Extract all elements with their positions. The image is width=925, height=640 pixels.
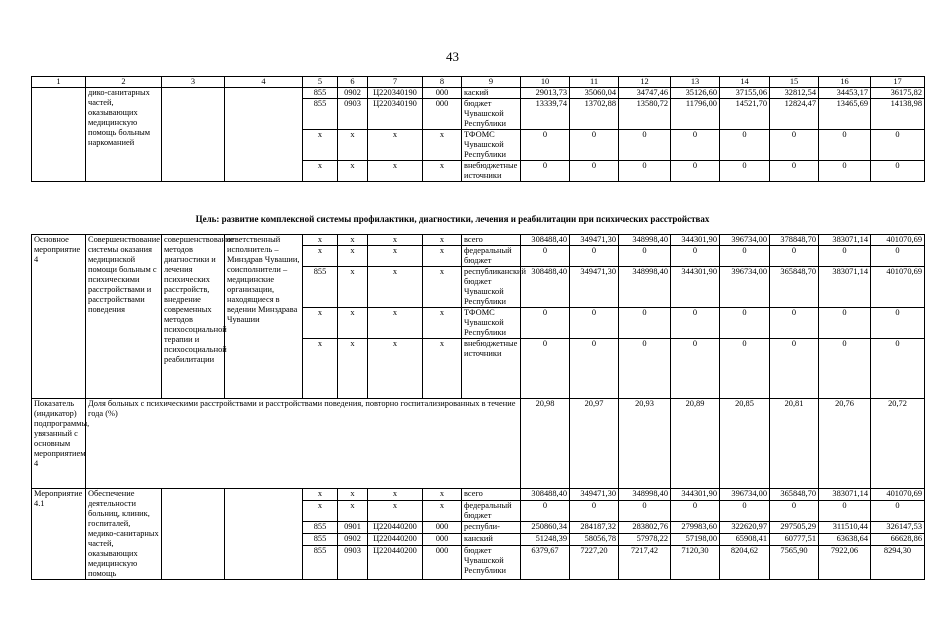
table-cell: 7217,42 [619, 546, 671, 580]
table-cell: x [368, 501, 423, 522]
table-cell: 8204,62 [720, 546, 770, 580]
table-cell: 0 [770, 161, 819, 182]
header-cell: 2 [86, 77, 162, 88]
table-cell: 378848,70 [770, 235, 819, 246]
page-number: 43 [446, 49, 459, 64]
table-cell: 0 [619, 246, 671, 267]
table-cell: 13339,74 [521, 99, 570, 130]
table-cell: 0901 [338, 522, 368, 534]
indicator-label: Показатель (индикатор) подпрограммы, увязанный с основным мероприятием 4 [32, 399, 86, 489]
table-cell: 284187,32 [570, 522, 619, 534]
table-cell: 0 [619, 501, 671, 522]
header-cell: 10 [521, 77, 570, 88]
event-4-1-title: Обеспечение деятельности больниц, клиник, госпиталей, медико-санитарных частей, оказывающих медицинскую помощь [86, 489, 162, 580]
table-cell: 344301,90 [671, 267, 720, 308]
table-cell: 396734,00 [720, 267, 770, 308]
table-cell: 0 [619, 161, 671, 182]
table-cell: 349471,30 [570, 489, 619, 501]
table-cell: 396734,00 [720, 235, 770, 246]
table-cell: республи- [462, 522, 521, 534]
table-cell: внебюджетные источники [462, 339, 521, 399]
table-cell: 855 [303, 546, 338, 580]
table-cell: 0 [570, 246, 619, 267]
header-cell: 6 [338, 77, 368, 88]
table-cell: 0902 [338, 88, 368, 99]
table-cell: 0 [671, 501, 720, 522]
table-cell: 20,81 [770, 399, 819, 489]
table-cell: 855 [303, 99, 338, 130]
table-cell: Ц220440200 [368, 546, 423, 580]
table-cell: 58056,78 [570, 534, 619, 546]
budget-table-main [31, 234, 925, 580]
table-cell: 29013,73 [521, 88, 570, 99]
header-cell: 15 [770, 77, 819, 88]
table-cell: 308488,40 [521, 489, 570, 501]
table-cell: 0 [521, 339, 570, 399]
table-cell: всего [462, 489, 521, 501]
table-cell: 326147,53 [871, 522, 925, 534]
table-cell: x [368, 489, 423, 501]
table-cell: x [368, 267, 423, 308]
table-cell: x [338, 235, 368, 246]
table-cell: 396734,00 [720, 489, 770, 501]
table-cell: 855 [303, 522, 338, 534]
table-cell: республиканский бюджет Чувашской Республики [462, 267, 521, 308]
table-cell: x [423, 161, 462, 182]
header-cell: 12 [619, 77, 671, 88]
table-cell: 401070,69 [871, 267, 925, 308]
table-cell: x [338, 130, 368, 161]
table-cell: ТФОМС Чувашской Республики [462, 308, 521, 339]
table-cell: x [338, 267, 368, 308]
table-cell: 13580,72 [619, 99, 671, 130]
table-cell: 283802,76 [619, 522, 671, 534]
table-cell: 0 [871, 130, 925, 161]
table-cell: внебюджетные источники [462, 161, 521, 182]
header-cell: 5 [303, 77, 338, 88]
table-cell: 20,93 [619, 399, 671, 489]
table-cell: 0 [720, 308, 770, 339]
table-cell: x [423, 489, 462, 501]
table-cell: 0 [619, 130, 671, 161]
table-cell: 0 [770, 246, 819, 267]
table-cell: 855 [303, 267, 338, 308]
table-cell: 348998,40 [619, 267, 671, 308]
table-cell: 6379,67 [521, 546, 570, 580]
table-cell: 0 [671, 339, 720, 399]
table-cell: 0 [770, 130, 819, 161]
table-cell: 365848,70 [770, 267, 819, 308]
header-row [32, 77, 925, 88]
table-cell: 000 [423, 522, 462, 534]
table-cell: 8294,30 [871, 546, 925, 580]
table-cell: каский [462, 88, 521, 99]
table-cell: x [423, 501, 462, 522]
header-cell: 8 [423, 77, 462, 88]
table-cell: 0 [871, 339, 925, 399]
table-cell: 0 [871, 246, 925, 267]
table-cell: Ц220340190 [368, 99, 423, 130]
table-cell: 14138,98 [871, 99, 925, 130]
table-cell: 000 [423, 99, 462, 130]
table-cell: 308488,40 [521, 267, 570, 308]
table-cell: 383071,14 [819, 235, 871, 246]
table-cell: 0 [819, 161, 871, 182]
header-cell: 9 [462, 77, 521, 88]
table-cell: Ц220440200 [368, 534, 423, 546]
table-cell: 279983,60 [671, 522, 720, 534]
table-cell: 000 [423, 546, 462, 580]
table-cell: 0 [671, 130, 720, 161]
table-cell: 0903 [338, 99, 368, 130]
table-cell: 12824,47 [770, 99, 819, 130]
table-cell: x [303, 501, 338, 522]
table-cell: 401070,69 [871, 489, 925, 501]
table-cell: 0 [770, 308, 819, 339]
table-cell: 0 [619, 339, 671, 399]
table-cell: 66628,86 [871, 534, 925, 546]
table-row [32, 489, 925, 501]
table-cell: 60777,51 [770, 534, 819, 546]
main-event-title: Совершенствование системы оказания медицинской помощи больным с психическими расстройствами и расстройствами поведения [86, 235, 162, 399]
table-cell: 0 [819, 308, 871, 339]
table-cell: 0 [819, 501, 871, 522]
table-cell: 0 [570, 130, 619, 161]
table-cell: 0 [619, 308, 671, 339]
table-cell: 0 [819, 339, 871, 399]
responsible-executor: ответственный исполнитель – Минздрав Чувашии, соисполнители – медицинские организации, находящиеся в ведении Минздрава Чувашии [225, 235, 303, 399]
table-cell: 0 [521, 161, 570, 182]
main-event-label: Основное мероприятие 4 [32, 235, 86, 399]
table-cell: x [303, 246, 338, 267]
table-cell: 7120,30 [671, 546, 720, 580]
indicator-row [32, 399, 925, 489]
table-cell: 7227,20 [570, 546, 619, 580]
table-cell: 20,72 [871, 399, 925, 489]
table-cell: 348998,40 [619, 235, 671, 246]
table-cell: x [423, 339, 462, 399]
table-cell: 344301,90 [671, 235, 720, 246]
header-cell: 4 [225, 77, 303, 88]
table-cell: федеральный бюджет [462, 246, 521, 267]
table-cell: 34747,46 [619, 88, 671, 99]
budget-table-top [31, 76, 925, 182]
table-cell: 20,89 [671, 399, 720, 489]
table-cell: 0 [819, 130, 871, 161]
table-cell: 322620,97 [720, 522, 770, 534]
table-cell: 0 [770, 501, 819, 522]
table-cell: 35060,04 [570, 88, 619, 99]
table-cell: x [338, 501, 368, 522]
goal-heading: Цель: развитие комплексной системы профилактики, диагностики, лечения и реабилитации при психических расстройствах [195, 214, 710, 224]
table-cell: 0 [570, 501, 619, 522]
table-cell: всего [462, 235, 521, 246]
table-cell: x [423, 130, 462, 161]
table-cell: 57198,00 [671, 534, 720, 546]
table-cell: x [368, 235, 423, 246]
table-cell: 855 [303, 534, 338, 546]
table-cell: 0 [871, 308, 925, 339]
table-cell: 0 [521, 308, 570, 339]
table-cell: 0 [819, 246, 871, 267]
table-cell: 63638,64 [819, 534, 871, 546]
table-cell: 250860,34 [521, 522, 570, 534]
table-cell: 14521,70 [720, 99, 770, 130]
table-row [32, 235, 925, 246]
table-cell: 11796,00 [671, 99, 720, 130]
table-cell: x [423, 267, 462, 308]
table-cell: x [368, 339, 423, 399]
table-cell: 0 [570, 308, 619, 339]
table-cell: 383071,14 [819, 489, 871, 501]
table-cell: 35126,60 [671, 88, 720, 99]
table-cell: канский [462, 534, 521, 546]
table-cell: 20,97 [570, 399, 619, 489]
table-cell: x [303, 235, 338, 246]
event-description: дико-санитарных частей, оказывающих медицинскую помощь больным наркоманией [86, 88, 162, 182]
table-cell: 0 [521, 130, 570, 161]
table-cell: x [338, 339, 368, 399]
table-cell: 65908,41 [720, 534, 770, 546]
table-cell: x [423, 308, 462, 339]
table-cell: x [303, 489, 338, 501]
header-cell: 3 [162, 77, 225, 88]
table-cell: 308488,40 [521, 235, 570, 246]
table-cell: Ц220340190 [368, 88, 423, 99]
table-cell: бюджет Чувашской Республики [462, 546, 521, 580]
table-cell: 0 [671, 246, 720, 267]
table-cell: 57978,22 [619, 534, 671, 546]
table-cell: x [423, 235, 462, 246]
table-cell: ТФОМС Чувашской Республики [462, 130, 521, 161]
table-cell: 0 [570, 339, 619, 399]
table-cell: x [303, 308, 338, 339]
header-cell: 17 [871, 77, 925, 88]
table-cell: 348998,40 [619, 489, 671, 501]
indicator-text: Доля больных с психическими расстройствами и расстройствами поведения, повторно госпитализированных в течение года (%) [86, 399, 521, 489]
header-cell: 11 [570, 77, 619, 88]
table-cell: 0 [770, 339, 819, 399]
table-cell: x [368, 130, 423, 161]
header-cell: 14 [720, 77, 770, 88]
table-cell: 0902 [338, 534, 368, 546]
table-cell: x [338, 161, 368, 182]
table-cell: 7565,90 [770, 546, 819, 580]
table-cell: 13465,69 [819, 99, 871, 130]
table-cell: 0 [521, 246, 570, 267]
table-cell: 13702,88 [570, 99, 619, 130]
table-cell: 7922,06 [819, 546, 871, 580]
table-cell: бюджет Чувашской Республики [462, 99, 521, 130]
table-cell: 349471,30 [570, 267, 619, 308]
table-cell: 0 [671, 161, 720, 182]
table-cell: Ц220440200 [368, 522, 423, 534]
table-cell: 37155,06 [720, 88, 770, 99]
table-cell: 383071,14 [819, 267, 871, 308]
table-cell: 311510,44 [819, 522, 871, 534]
table-cell: x [303, 130, 338, 161]
header-cell: 7 [368, 77, 423, 88]
table-cell: x [338, 489, 368, 501]
table-cell: федеральный бюджет [462, 501, 521, 522]
table-cell: x [338, 308, 368, 339]
table-cell: 0 [720, 501, 770, 522]
table-cell: 000 [423, 534, 462, 546]
table-cell: 855 [303, 88, 338, 99]
table-cell: 297505,29 [770, 522, 819, 534]
table-cell: 349471,30 [570, 235, 619, 246]
table-cell: 344301,90 [671, 489, 720, 501]
table-cell: 0 [570, 161, 619, 182]
table-cell: x [303, 161, 338, 182]
table-row [32, 88, 925, 99]
table-cell: 20,76 [819, 399, 871, 489]
table-cell: 20,98 [521, 399, 570, 489]
table-cell: 0 [720, 161, 770, 182]
header-cell: 1 [32, 77, 86, 88]
table-cell: 51248,39 [521, 534, 570, 546]
table-cell: 0 [720, 339, 770, 399]
table-cell: 0 [871, 161, 925, 182]
header-cell: 16 [819, 77, 871, 88]
table-cell: 0 [720, 246, 770, 267]
table-cell: x [368, 246, 423, 267]
table-cell: 20,85 [720, 399, 770, 489]
table-cell: 0 [521, 501, 570, 522]
table-cell: 34453,17 [819, 88, 871, 99]
table-cell: 0 [720, 130, 770, 161]
table-cell: x [368, 308, 423, 339]
table-cell: 36175,82 [871, 88, 925, 99]
table-cell: x [423, 246, 462, 267]
table-cell: 0903 [338, 546, 368, 580]
table-cell: 401070,69 [871, 235, 925, 246]
table-cell: 000 [423, 88, 462, 99]
table-cell: x [368, 161, 423, 182]
table-cell: x [338, 246, 368, 267]
table-cell: x [303, 339, 338, 399]
table-cell: 0 [871, 501, 925, 522]
event-4-1-label: Мероприятие 4.1 [32, 489, 86, 580]
expected-result: совершенствование методов диагностики и лечения психических расстройств, внедрение современных методов психосоциальной терапии и психосоциальной реабилитации [162, 235, 225, 399]
table-cell: 32812,54 [770, 88, 819, 99]
table-cell: 365848,70 [770, 489, 819, 501]
header-cell: 13 [671, 77, 720, 88]
table-cell: 0 [671, 308, 720, 339]
